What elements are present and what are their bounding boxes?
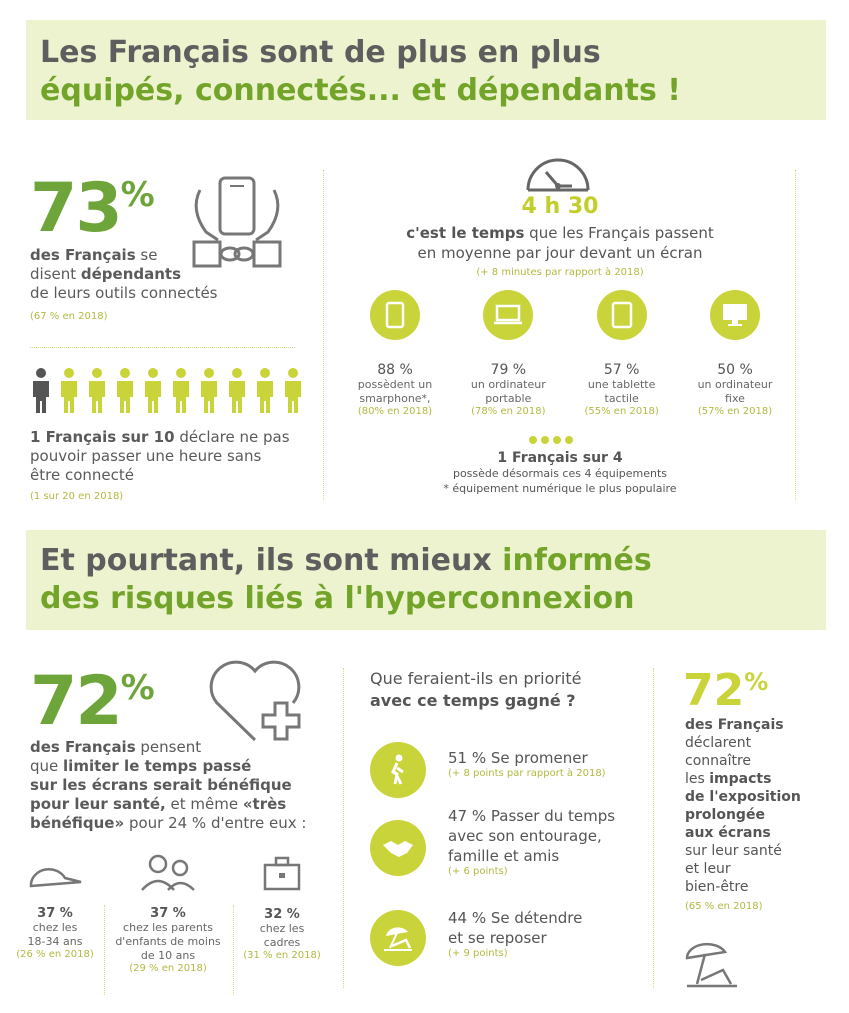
section-banner-2 bbox=[26, 530, 826, 630]
stat-73-text-a: se bbox=[135, 246, 158, 264]
stat-72b-block bbox=[683, 665, 769, 716]
stat-72a-b5: «très bbox=[242, 795, 287, 813]
device-label-2: smarphone*, bbox=[359, 392, 431, 405]
stat-1sur10-text-c: être connecté bbox=[30, 466, 134, 484]
briefcase-icon bbox=[262, 855, 302, 893]
group-ref: (31 % en 2018) bbox=[243, 950, 321, 961]
device-label-2: portable bbox=[485, 392, 532, 405]
stat-72a-b2: limiter le temps passé bbox=[63, 757, 252, 775]
time-ref: (+ 8 minutes par rapport à 2018) bbox=[476, 267, 644, 278]
devices-row bbox=[345, 290, 785, 417]
divider-vertical-4 bbox=[653, 668, 654, 988]
person-icon bbox=[282, 368, 304, 414]
group-ref: (29 % en 2018) bbox=[129, 963, 207, 974]
group-label-2: d'enfants de moins bbox=[115, 935, 221, 948]
divider-left bbox=[30, 347, 295, 348]
group-num: 32 % bbox=[264, 907, 300, 922]
heart-cross-icon bbox=[205, 655, 315, 750]
stat-72b-t4: sur leur santé bbox=[685, 843, 782, 859]
cap-icon bbox=[25, 858, 85, 892]
handshake-icon bbox=[370, 820, 426, 876]
stat-73-bold-a: des Français bbox=[30, 246, 136, 264]
device-num: 79 % bbox=[490, 362, 527, 378]
laptop-icon bbox=[483, 290, 533, 340]
stat-73-bold-b: dépendants bbox=[80, 265, 182, 283]
stat-1sur10-ref: (1 sur 20 en 2018) bbox=[30, 491, 124, 502]
device-ref: (78% en 2018) bbox=[471, 406, 546, 417]
tablet-icon bbox=[597, 290, 647, 340]
activity-line-1: 47 % Passer du temps bbox=[448, 807, 616, 825]
onesur4-bold: 1 Français sur 4 bbox=[497, 450, 623, 466]
stat-73-ref: (67 % en 2018) bbox=[30, 311, 108, 322]
stat-73-pct: % bbox=[120, 175, 155, 215]
stat-72a-value: 72 bbox=[30, 662, 121, 741]
clock-icon bbox=[524, 152, 592, 194]
stat-72b-t1: déclarent bbox=[685, 735, 752, 751]
stat-72b-b5: aux écrans bbox=[685, 825, 771, 841]
device-ref: (57% en 2018) bbox=[697, 406, 773, 417]
time-text-b: en moyenne par jour devant un écran bbox=[417, 244, 703, 262]
banner2-line1-gray: Et pourtant, ils sont mieux bbox=[40, 543, 503, 578]
stat-72b-b2: impacts bbox=[709, 771, 772, 787]
stat-72b-pct: % bbox=[744, 668, 769, 696]
person-icon-gray bbox=[30, 368, 52, 414]
group-ref: (26 % en 2018) bbox=[16, 949, 94, 960]
four-dots bbox=[529, 436, 573, 444]
stat-72b-t2: connaître bbox=[685, 753, 752, 769]
stat-73-value: 73 bbox=[30, 169, 121, 248]
priority-q1: Que feraient-ils en priorité bbox=[370, 669, 582, 688]
activity-line-2: avec son entourage, bbox=[448, 827, 602, 845]
stat-72b-ref: (65 % en 2018) bbox=[685, 901, 763, 912]
stat-72b-text bbox=[685, 716, 835, 916]
group-label-1: chez les bbox=[259, 922, 305, 935]
person-icon bbox=[226, 368, 248, 414]
stat-72a-b3: sur les écrans serait bénéfique bbox=[30, 776, 292, 794]
onesur4-block bbox=[360, 450, 760, 496]
person-icon bbox=[254, 368, 276, 414]
header-banner bbox=[26, 20, 826, 120]
device-label-2: fixe bbox=[725, 392, 745, 405]
device-ref: (55% en 2018) bbox=[584, 406, 659, 417]
device-label-1: un ordinateur bbox=[470, 378, 546, 391]
banner2-line1-green: informés bbox=[502, 543, 652, 578]
device-item bbox=[572, 290, 672, 417]
device-ref: (80% en 2018) bbox=[357, 406, 433, 417]
device-item bbox=[685, 290, 785, 417]
stat-72a-t1: pensent bbox=[135, 738, 202, 756]
activity-line-2: et se reposer bbox=[448, 929, 547, 947]
activity-ref: (+ 6 points) bbox=[448, 866, 508, 877]
banner2-line2: des risques liés à l'hyperconnexion bbox=[40, 581, 635, 616]
group-item bbox=[108, 852, 228, 974]
stat-73-text bbox=[30, 246, 230, 326]
stat-72b-t5: et leur bbox=[685, 861, 731, 877]
onesur4-text: possède désormais ces 4 équipements bbox=[452, 467, 668, 480]
divider-vertical-2 bbox=[795, 170, 796, 500]
group-label-2: 18-34 ans bbox=[27, 935, 83, 948]
stat-72a-pct: % bbox=[120, 668, 155, 708]
device-label-2: tactile bbox=[604, 392, 639, 405]
device-num: 88 % bbox=[377, 362, 413, 378]
person-icon bbox=[142, 368, 164, 414]
stat-72a-b4: pour leur santé, bbox=[30, 795, 166, 813]
group-num: 37 % bbox=[150, 906, 186, 921]
divider-vertical-1 bbox=[323, 170, 324, 500]
stat-73-text-b: disent bbox=[30, 265, 81, 283]
activity-item bbox=[448, 748, 648, 779]
divider-group-1 bbox=[104, 905, 105, 995]
person-icon bbox=[86, 368, 108, 414]
stat-72a-b6: bénéfique» bbox=[30, 814, 125, 832]
device-item bbox=[345, 290, 445, 417]
stat-72a-text bbox=[30, 738, 330, 833]
banner-title-line1: Les Français sont de plus en plus bbox=[40, 35, 601, 70]
time-value: 4 h 30 bbox=[521, 194, 599, 219]
device-label-1: possèdent un bbox=[357, 378, 433, 391]
person-icon bbox=[58, 368, 80, 414]
activity-item bbox=[448, 806, 648, 877]
person-icon bbox=[114, 368, 136, 414]
group-item bbox=[10, 858, 100, 960]
stat-72a-t3: et même bbox=[165, 795, 243, 813]
stat-1sur10-bold: 1 Français sur 10 bbox=[30, 428, 175, 446]
desktop-icon bbox=[710, 290, 760, 340]
activity-ref: (+ 9 points) bbox=[448, 948, 508, 959]
stat-72b-b3: de l'exposition bbox=[685, 789, 801, 805]
stat-72b-b1: des Français bbox=[685, 717, 784, 733]
stat-1sur10-text-a: déclare ne pas bbox=[174, 428, 290, 446]
activity-item bbox=[448, 908, 648, 959]
stat-72b-t3: les bbox=[685, 771, 710, 787]
group-label-1: chez les parents bbox=[123, 921, 213, 934]
stat-72b-b4: prolongée bbox=[685, 807, 765, 823]
banner-title-line2: équipés, connectés... et dépendants ! bbox=[40, 73, 681, 108]
divider-vertical-3 bbox=[343, 668, 344, 988]
divider-group-2 bbox=[233, 905, 234, 995]
people-row bbox=[30, 368, 304, 414]
priority-q2: avec ce temps gagné ? bbox=[370, 691, 576, 710]
beach-umbrella-icon bbox=[683, 940, 739, 990]
stat-1sur10-text bbox=[30, 428, 310, 506]
group-num: 37 % bbox=[37, 906, 73, 921]
banner2-line1 bbox=[40, 542, 652, 580]
activity-line-1: 44 % Se détendre bbox=[448, 909, 583, 927]
group-item bbox=[237, 855, 327, 961]
activity-line-3: famille et amis bbox=[448, 847, 560, 865]
device-num: 50 % bbox=[717, 362, 753, 378]
time-bold: c'est le temps bbox=[406, 224, 525, 242]
activity-line-1: 51 % Se promener bbox=[448, 749, 588, 767]
stat-72a-b1: des Français bbox=[30, 738, 136, 756]
activity-ref: (+ 8 points par rapport à 2018) bbox=[448, 768, 606, 779]
group-label-2: cadres bbox=[263, 936, 301, 949]
device-num: 57 % bbox=[603, 362, 640, 378]
stat-72a-t2: que bbox=[30, 757, 64, 775]
stat-72b-t6: bien-être bbox=[685, 879, 749, 895]
smartphone-icon bbox=[370, 290, 420, 340]
parents-icon bbox=[138, 852, 198, 892]
beach-chair-icon bbox=[370, 910, 426, 966]
person-icon bbox=[198, 368, 220, 414]
device-label-1: une tablette bbox=[587, 378, 656, 391]
time-text-a: que les Français passent bbox=[524, 224, 714, 242]
device-label-1: un ordinateur bbox=[697, 378, 773, 391]
walking-icon bbox=[370, 742, 426, 798]
onesur4-note: * équipement numérique le plus populaire bbox=[443, 482, 677, 495]
group-label-1: chez les bbox=[32, 921, 78, 934]
stat-73-text-c: de leurs outils connectés bbox=[30, 284, 218, 302]
stat-1sur10-text-b: pouvoir passer une heure sans bbox=[30, 447, 262, 465]
time-text bbox=[340, 223, 780, 283]
priority-question bbox=[370, 668, 582, 712]
person-icon bbox=[170, 368, 192, 414]
stat-72a-block bbox=[30, 662, 155, 741]
group-label-3: de 10 ans bbox=[140, 949, 196, 962]
device-item bbox=[458, 290, 558, 417]
stat-72b-value: 72 bbox=[683, 665, 745, 716]
stat-72a-t4: pour 24 % d'entre eux : bbox=[124, 814, 307, 832]
